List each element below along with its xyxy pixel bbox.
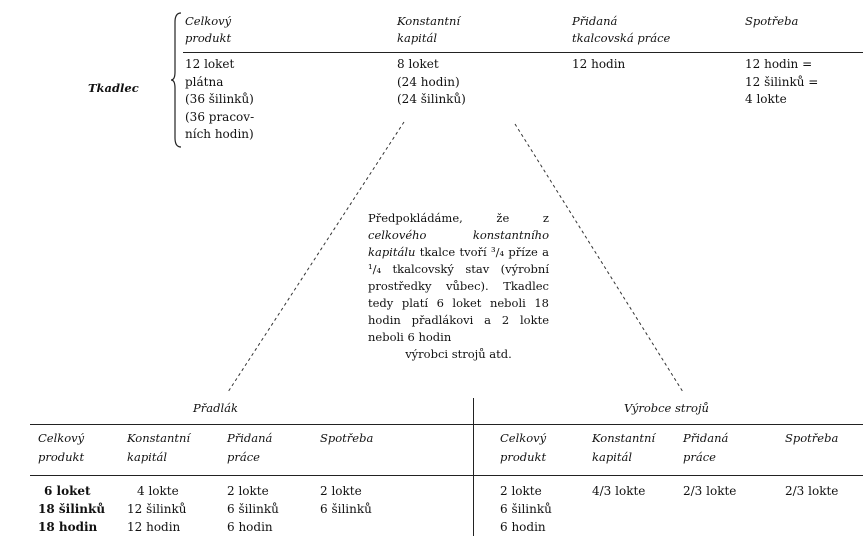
column-header: Přidaná [683, 431, 729, 445]
column-divider [473, 398, 474, 536]
table-cell: 2 lokte [500, 484, 542, 498]
column-header: Celkový [38, 431, 85, 445]
table-cell: 6 šilinků [500, 502, 552, 516]
table-cell: 2/3 lokte [683, 484, 737, 498]
column-header: Spotřeba [785, 431, 839, 445]
column-header: práce [227, 450, 260, 464]
table-cell: 2 lokte [320, 484, 362, 498]
table-cell: (36 šilinků) [185, 92, 254, 106]
table-cell: plátna [185, 74, 224, 89]
spinner-title: Přadlák [193, 401, 238, 415]
table-cell: 6 šilinků [320, 502, 372, 516]
table-cell: 4/3 lokte [592, 484, 646, 498]
column-header: produkt [185, 31, 232, 45]
brace [170, 12, 182, 148]
column-header: kapitál [592, 450, 633, 464]
note-text-segment: tkalce tvoří ³/₄ příze a ¹/₄ tkalcovský stav (výrobní prostředky vůbec). Tkadlec tedy platí 6 loket neboli 18 hodin přadlákovi a 2 lokte neboli 6 hodin [368, 245, 549, 344]
top-header-rule [183, 52, 863, 53]
column-header: kapitál [127, 450, 168, 464]
bottom-header-rule [30, 475, 863, 476]
table-cell: 12 šilinků [127, 502, 187, 516]
table-cell: 4 lokte [137, 484, 179, 498]
column-header: tkalcovská práce [572, 31, 671, 45]
note-last-line: výrobci strojů atd. [405, 347, 512, 361]
table-cell: (24 šilinků) [397, 92, 466, 106]
table-cell: 12 šilinků = [745, 74, 819, 89]
note-text-segment: celkového konstantního kapitálu [368, 228, 549, 259]
table-cell: 6 hodin [227, 520, 273, 534]
column-header: Konstantní [127, 431, 191, 445]
column-header: Přidaná [572, 14, 618, 28]
column-header: produkt [500, 450, 547, 464]
table-cell: 6 šilinků [227, 502, 279, 516]
note-text-segment: Předpokládáme, že z [368, 211, 549, 225]
table-cell: (24 hodin) [397, 74, 460, 89]
table-cell: 2 lokte [227, 484, 269, 498]
machine-maker-title: Výrobce strojů [624, 401, 709, 415]
table-cell: ních hodin) [185, 127, 254, 141]
table-cell: 18 hodin [38, 520, 98, 534]
column-header: Celkový [500, 431, 547, 445]
table-cell: 6 loket [44, 484, 91, 498]
column-header: kapitál [397, 31, 438, 45]
column-header: Celkový [185, 14, 232, 28]
table-cell: 8 loket [397, 57, 439, 71]
column-header: Přidaná [227, 431, 273, 445]
table-cell: 12 hodin [572, 57, 626, 71]
table-cell: 12 hodin [127, 520, 181, 534]
column-header: Konstantní [592, 431, 656, 445]
column-header: produkt [38, 450, 85, 464]
table-cell: 12 hodin = [745, 57, 813, 71]
table-cell: (36 pracov- [185, 109, 255, 124]
bottom-title-rule [30, 424, 863, 425]
column-header: Konstantní [397, 14, 461, 28]
table-cell: 18 šilinků [38, 502, 106, 516]
table-cell: 12 loket [185, 57, 235, 71]
table-cell: 2/3 lokte [785, 484, 839, 498]
column-header: Spotřeba [320, 431, 374, 445]
table-cell: 6 hodin [500, 520, 546, 534]
row-label-weaver: Tkadlec [88, 81, 139, 95]
column-header: Spotřeba [745, 14, 799, 28]
table-cell: 4 lokte [745, 92, 787, 106]
column-header: práce [683, 450, 716, 464]
note-paragraph [368, 210, 549, 363]
